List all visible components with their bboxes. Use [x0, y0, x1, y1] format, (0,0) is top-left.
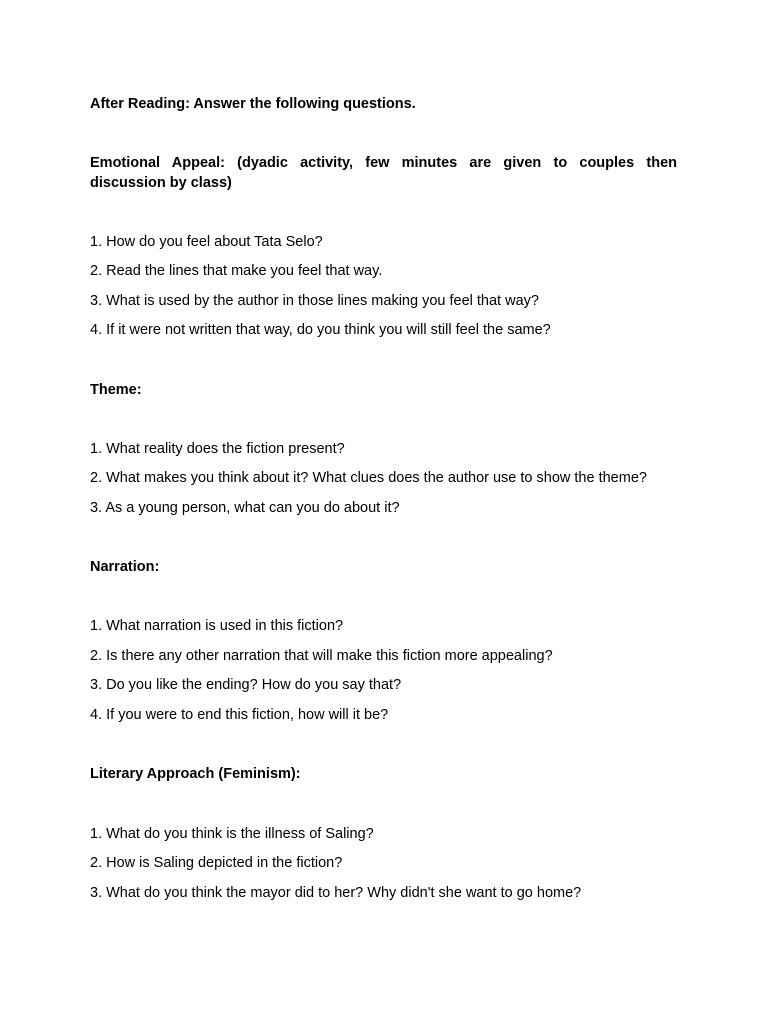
theme-heading: Theme:	[90, 382, 142, 398]
literary-question-1: 1. What do you think is the illness of Saling?	[90, 826, 374, 842]
document-title: After Reading: Answer the following questions.	[90, 96, 416, 112]
emotional-appeal-heading: Emotional Appeal: (dyadic activity, few minutes are given to couples then	[90, 155, 677, 171]
emotional-appeal-heading-continued: discussion by class)	[90, 175, 232, 191]
narration-question-4: 4. If you were to end this fiction, how will it be?	[90, 707, 389, 723]
narration-question-3: 3. Do you like the ending? How do you say that?	[90, 677, 402, 693]
emotional-question-2: 2. Read the lines that make you feel that way.	[90, 263, 383, 279]
theme-question-2: 2. What makes you think about it? What clues does the author use to show the theme?	[90, 470, 647, 486]
literary-question-2: 2. How is Saling depicted in the fiction?	[90, 855, 343, 871]
theme-question-1: 1. What reality does the fiction present?	[90, 441, 345, 457]
literary-question-3: 3. What do you think the mayor did to her? Why didn't she want to go home?	[90, 885, 582, 901]
emotional-question-4: 4. If it were not written that way, do you think you will still feel the same?	[90, 322, 551, 338]
emotional-question-3: 3. What is used by the author in those lines making you feel that way?	[90, 293, 539, 309]
narration-question-2: 2. Is there any other narration that will make this fiction more appealing?	[90, 648, 553, 664]
narration-heading: Narration:	[90, 559, 160, 575]
narration-question-1: 1. What narration is used in this fiction?	[90, 618, 344, 634]
emotional-question-1: 1. How do you feel about Tata Selo?	[90, 234, 323, 250]
theme-question-3: 3. As a young person, what can you do about it?	[90, 500, 400, 516]
literary-approach-heading: Literary Approach (Feminism):	[90, 766, 301, 782]
